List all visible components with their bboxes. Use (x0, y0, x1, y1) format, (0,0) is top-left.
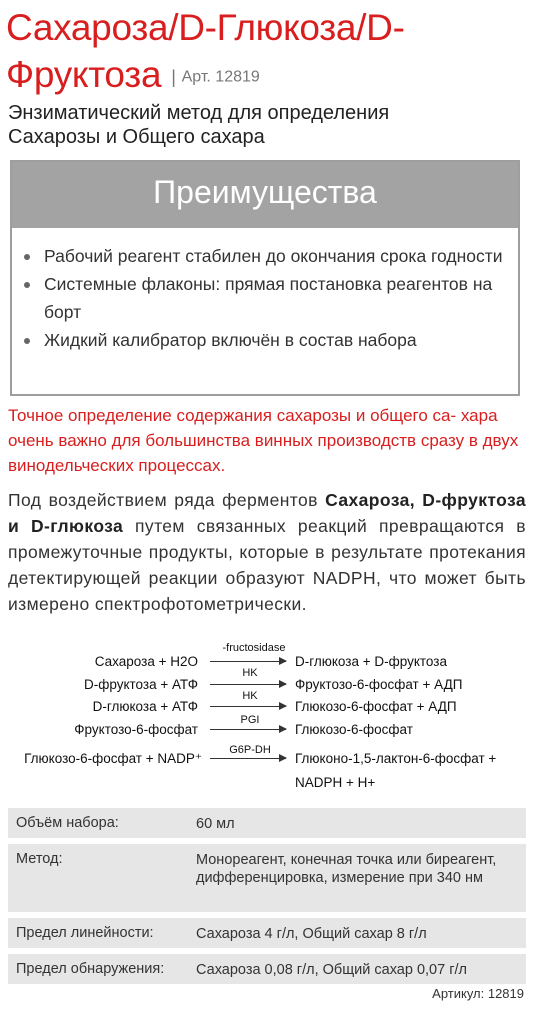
title-line-2 (6, 51, 526, 101)
article-number: Арт. 12819 (181, 68, 260, 86)
reaction-arrow (210, 684, 286, 685)
reaction-right: Глюкозо-6-фосфат (295, 722, 413, 737)
reaction-left: D-фруктоза + АТФ (84, 677, 198, 692)
description-bold: Сахароза, D-фруктоза и D-глюкоза (8, 490, 527, 536)
spec-value: Сахароза 4 г/л, Общий сахар 8 г/л (196, 926, 427, 942)
footer-article: Артикул: 12819 (432, 986, 524, 1001)
specifications-table (8, 808, 526, 990)
spec-value: Сахароза 0,08 г/л, Общий сахар 0,07 г/л (196, 962, 467, 978)
reaction-arrow (210, 706, 286, 707)
title-separator: | (171, 66, 176, 87)
advantages-list (12, 242, 518, 354)
description-text (8, 487, 526, 617)
enzyme-label: -fructosidase (222, 642, 286, 654)
description-part-1: Под воздействием ряда ферментов (8, 490, 326, 510)
title-line-1: Сахароза/D-Глюкоза/D- (6, 7, 405, 48)
reaction-arrow (210, 758, 286, 759)
enzyme-label: HK (242, 667, 258, 679)
spec-row (8, 844, 526, 912)
advantage-item: Системные флаконы: прямая постановка реагентов на борт (44, 270, 508, 326)
reaction-left: D-глюкоза + АТФ (92, 699, 198, 714)
reaction-right: D-глюкоза + D-фруктоза (295, 654, 447, 669)
enzyme-label: G6P-DH (229, 744, 271, 756)
reaction-arrow (210, 661, 286, 662)
spec-label: Предел обнаружения: (16, 961, 165, 977)
description-part-2: путем связанных реакций превращаются в промежуточные продукты, которые в результате протекания детектирующей реакции образуют NADPH, что может быть измерено спектрофотометрически. (8, 516, 526, 614)
reaction-right-continued: NADPH + H+ (295, 775, 376, 790)
spec-label: Объём набора: (16, 815, 119, 831)
spec-value: 60 мл (196, 816, 235, 832)
spec-row (8, 954, 526, 984)
reaction-right: Фруктозо-6-фосфат + АДП (295, 677, 463, 692)
advantage-item: Жидкий калибратор включён в состав набора (44, 326, 508, 354)
reaction-right: Глюконо-1,5-лактон-6-фосфат + (295, 751, 497, 766)
spec-row (8, 808, 526, 838)
spec-value: Монореагент, конечная точка или биреагент, дифференцировка, измерение при 340 нм (196, 852, 497, 886)
enzyme-label: HK (242, 690, 258, 702)
advantage-item: Рабочий реагент стабилен до окончания срока годности (44, 242, 508, 270)
reaction-left: Глюкозо-6-фосфат + NADP⁺ (24, 751, 202, 766)
reaction-left: Сахароза + H2O (94, 654, 198, 669)
reaction-left: Фруктозо-6-фосфат (74, 722, 198, 737)
subtitle (8, 101, 528, 149)
advantages-heading: Преимущества (12, 162, 518, 228)
subtitle-line-2: Сахарозы и Общего сахара (8, 126, 265, 148)
spec-row (8, 918, 526, 948)
page-title (6, 4, 526, 101)
enzyme-label: PGI (240, 714, 260, 726)
subtitle-line-1: Энзиматический метод для определения (8, 102, 390, 124)
spec-label: Метод: (16, 851, 63, 867)
highlight-text: Точное определение содержания сахарозы и общего са- хара очень важно для большинства винных производств сразу в двух винодельческих процессах. (8, 406, 519, 475)
title-line-2-text: Фруктоза (6, 54, 162, 95)
reaction-arrow (210, 729, 286, 730)
spec-label: Предел линейности: (16, 925, 154, 941)
reaction-right: Глюкозо-6-фосфат + АДП (295, 699, 457, 714)
advantages-box (10, 160, 520, 396)
